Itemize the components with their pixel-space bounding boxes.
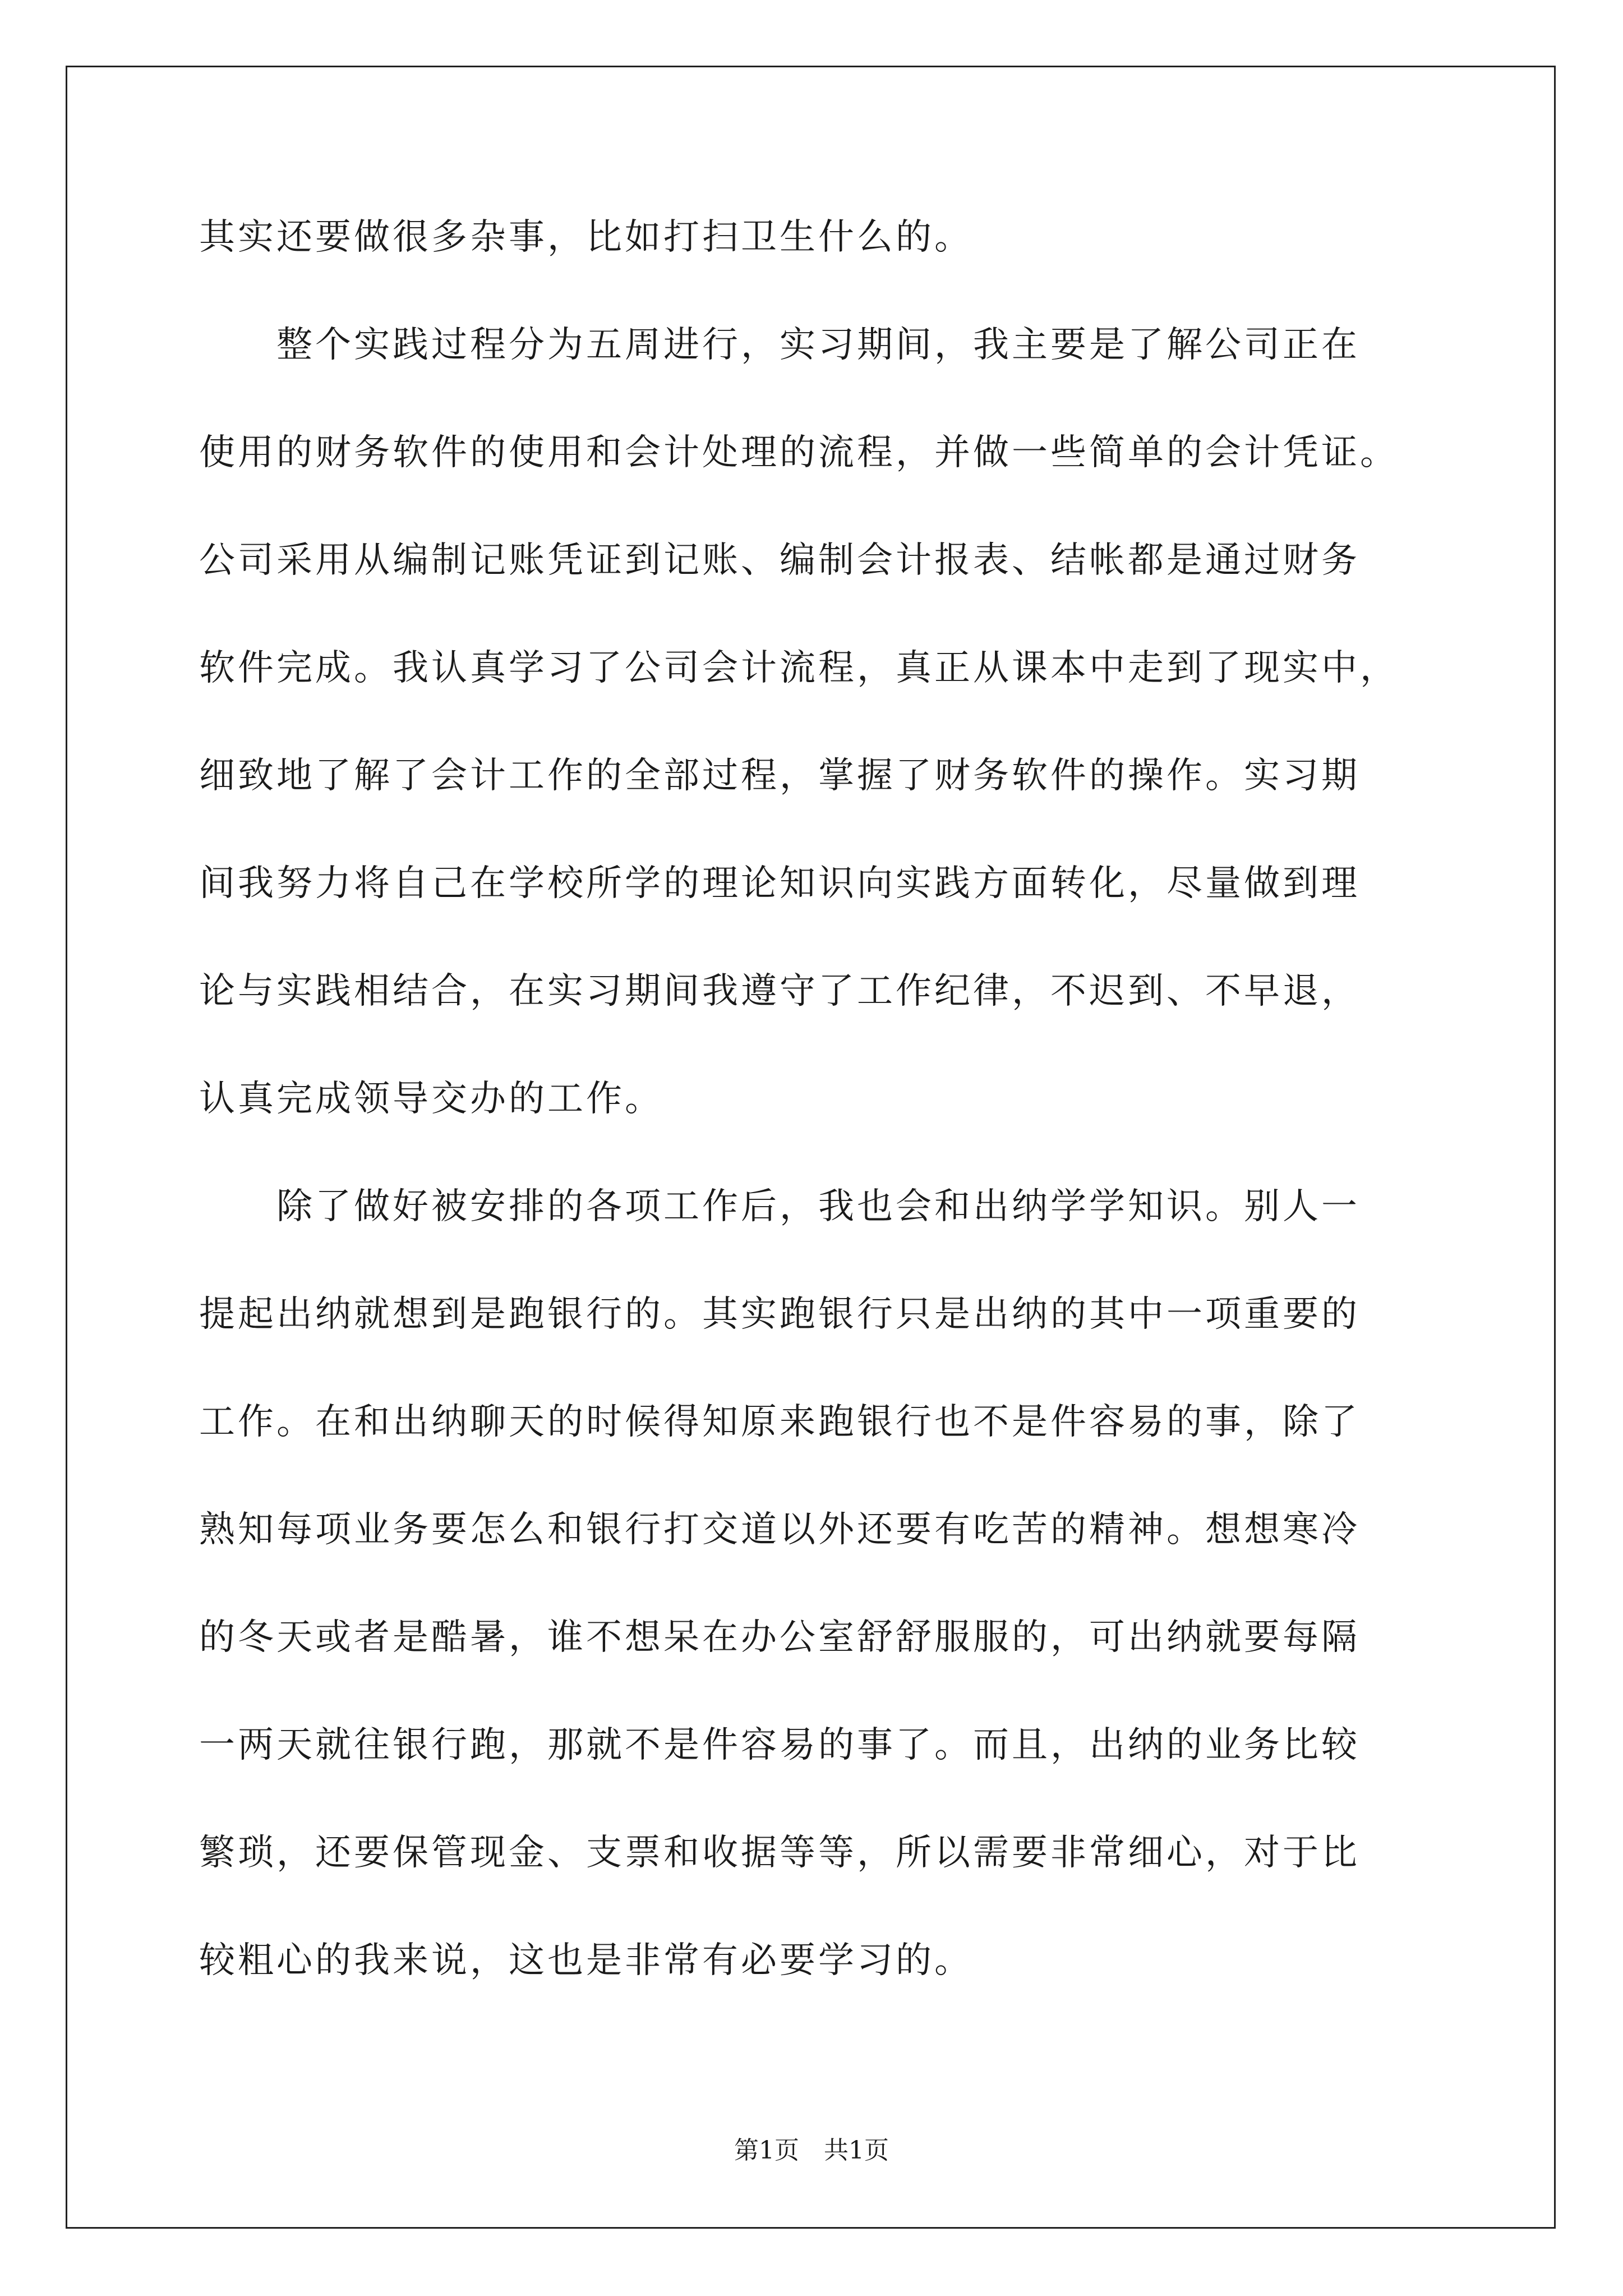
text-line: 繁琐，还要保管现金、支票和收据等等，所以需要非常细心，对于比 xyxy=(199,1832,1360,1874)
text-line: 较粗心的我来说，这也是非常有必要学习的。 xyxy=(199,1940,973,1981)
text-line: 论与实践相结合，在实习期间我遵守了工作纪律，不迟到、不早退， xyxy=(199,970,1360,1012)
text-line: 公司采用从编制记账凭证到记账、编制会计报表、结帐都是通过财务 xyxy=(199,540,1360,581)
text-line: 除了做好被安排的各项工作后，我也会和出纳学学知识。别人一 xyxy=(199,1186,1360,1227)
page-border xyxy=(66,66,1556,2229)
text-line: 一两天就往银行跑，那就不是件容易的事了。而且，出纳的业务比较 xyxy=(199,1724,1360,1766)
text-line: 提起出纳就想到是跑银行的。其实跑银行只是出纳的其中一项重要的 xyxy=(199,1294,1360,1335)
text-line: 熟知每项业务要怎么和银行打交道以外还要有吃苦的精神。想想寒冷 xyxy=(199,1509,1360,1550)
text-line: 其实还要做很多杂事，比如打扫卫生什么的。 xyxy=(199,217,973,258)
text-line: 软件完成。我认真学习了公司会计流程，真正从课本中走到了现实中， xyxy=(199,647,1399,689)
text-line: 的冬天或者是酷暑，谁不想呆在办公室舒舒服服的，可出纳就要每隔 xyxy=(199,1617,1360,1658)
text-line: 使用的财务软件的使用和会计处理的流程，并做一些简单的会计凭证。 xyxy=(199,432,1399,473)
text-line: 工作。在和出纳聊天的时候得知原来跑银行也不是件容易的事，除了 xyxy=(199,1401,1360,1443)
text-line: 间我努力将自己在学校所学的理论知识向实践方面转化，尽量做到理 xyxy=(199,863,1360,904)
page-number: 第1页 共1页 xyxy=(734,2136,889,2165)
text-line: 整个实践过程分为五周进行，实习期间，我主要是了解公司正在 xyxy=(199,324,1360,366)
text-line: 认真完成领导交办的工作。 xyxy=(199,1078,663,1120)
text-line: 细致地了解了会计工作的全部过程，掌握了财务软件的操作。实习期 xyxy=(199,755,1360,797)
